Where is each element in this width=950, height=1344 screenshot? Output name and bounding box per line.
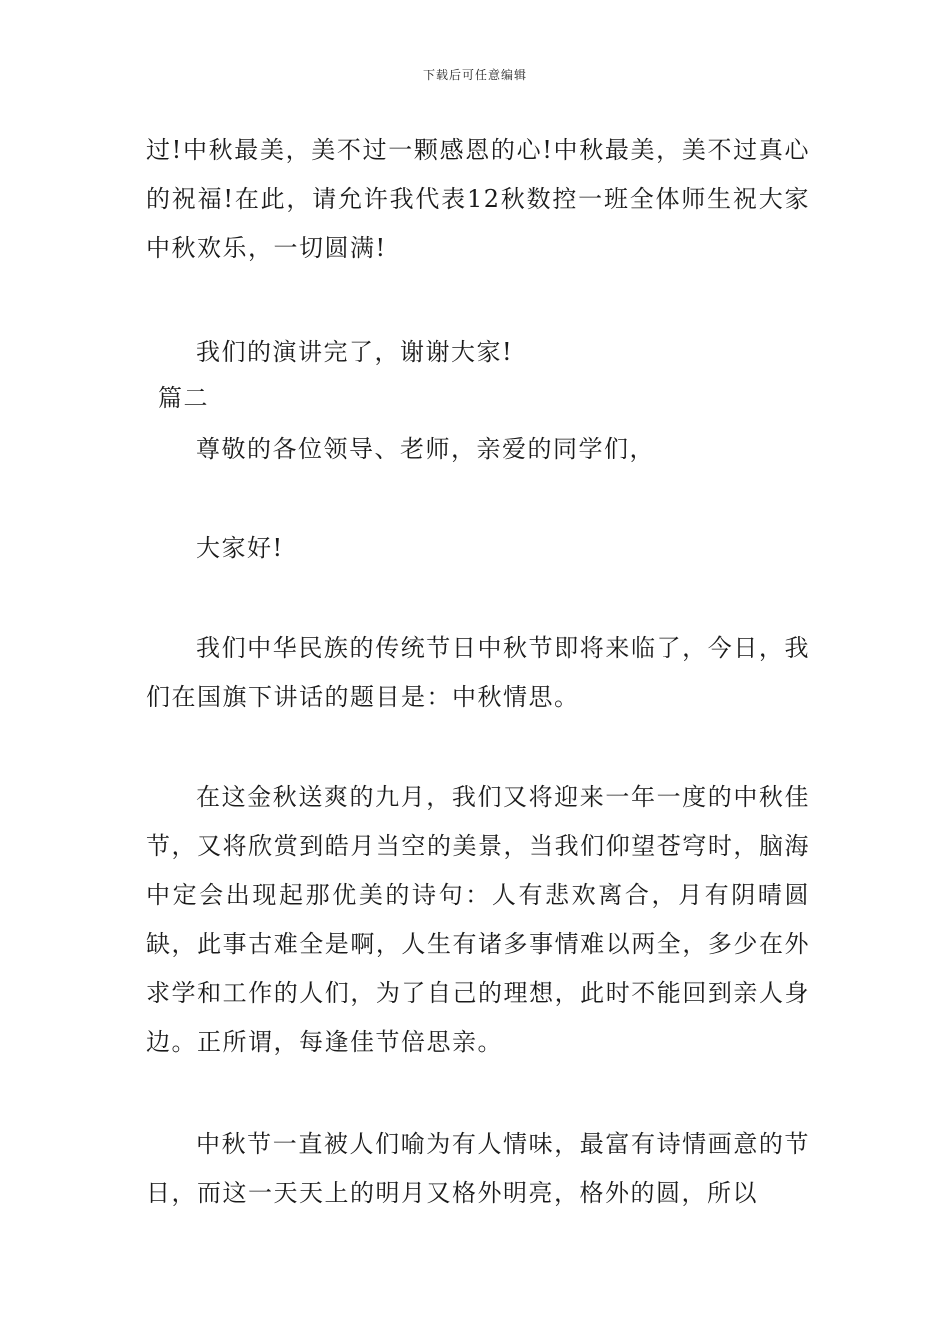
paragraph-thanks — [146, 328, 810, 377]
paragraph-text: 大家好! — [196, 534, 284, 562]
paragraph-text: 中秋节一直被人们喻为有人情味，最富有诗情画意的节日，而这一天天上的明月又格外明亮，格外的圆，所以 — [146, 1130, 810, 1207]
paragraph-topic — [146, 624, 810, 722]
paragraph-closing-wishes — [146, 126, 810, 273]
page-header: 下载后可任意编辑 — [422, 68, 527, 82]
paragraph-text: 在这金秋送爽的九月，我们又将迎来一年一度的中秋佳节，又将欣赏到皓月当空的美景，当我们仰望苍穹时，脑海中定会出现起那优美的诗句：人有悲欢离合，月有阴晴圆缺，此事古难全是啊，人生有诸多事情难以两全，多少在外求学和工作的人们，为了自己的理想，此时不能回到亲人身边。正所谓，每逢佳节倍思亲。 — [146, 783, 810, 1056]
paragraph-text: 过!中秋最美，美不过一颗感恩的心!中秋最美，美不过真心的祝福!在此，请允许我代表12秋数控一班全体师生祝大家中秋欢乐，一切圆满! — [146, 136, 810, 262]
paragraph-text: 我们的演讲完了，谢谢大家! — [196, 338, 514, 366]
paragraph-autumn — [146, 773, 810, 1067]
section-title: 篇二 — [158, 384, 209, 412]
paragraph-greeting — [146, 524, 810, 573]
paragraph-salutation — [146, 425, 810, 474]
paragraph-text: 尊敬的各位领导、老师，亲爱的同学们， — [196, 435, 655, 463]
paragraph-text: 我们中华民族的传统节日中秋节即将来临了，今日，我们在国旗下讲话的题目是：中秋情思。 — [146, 634, 810, 711]
paragraph-festival — [146, 1120, 810, 1218]
